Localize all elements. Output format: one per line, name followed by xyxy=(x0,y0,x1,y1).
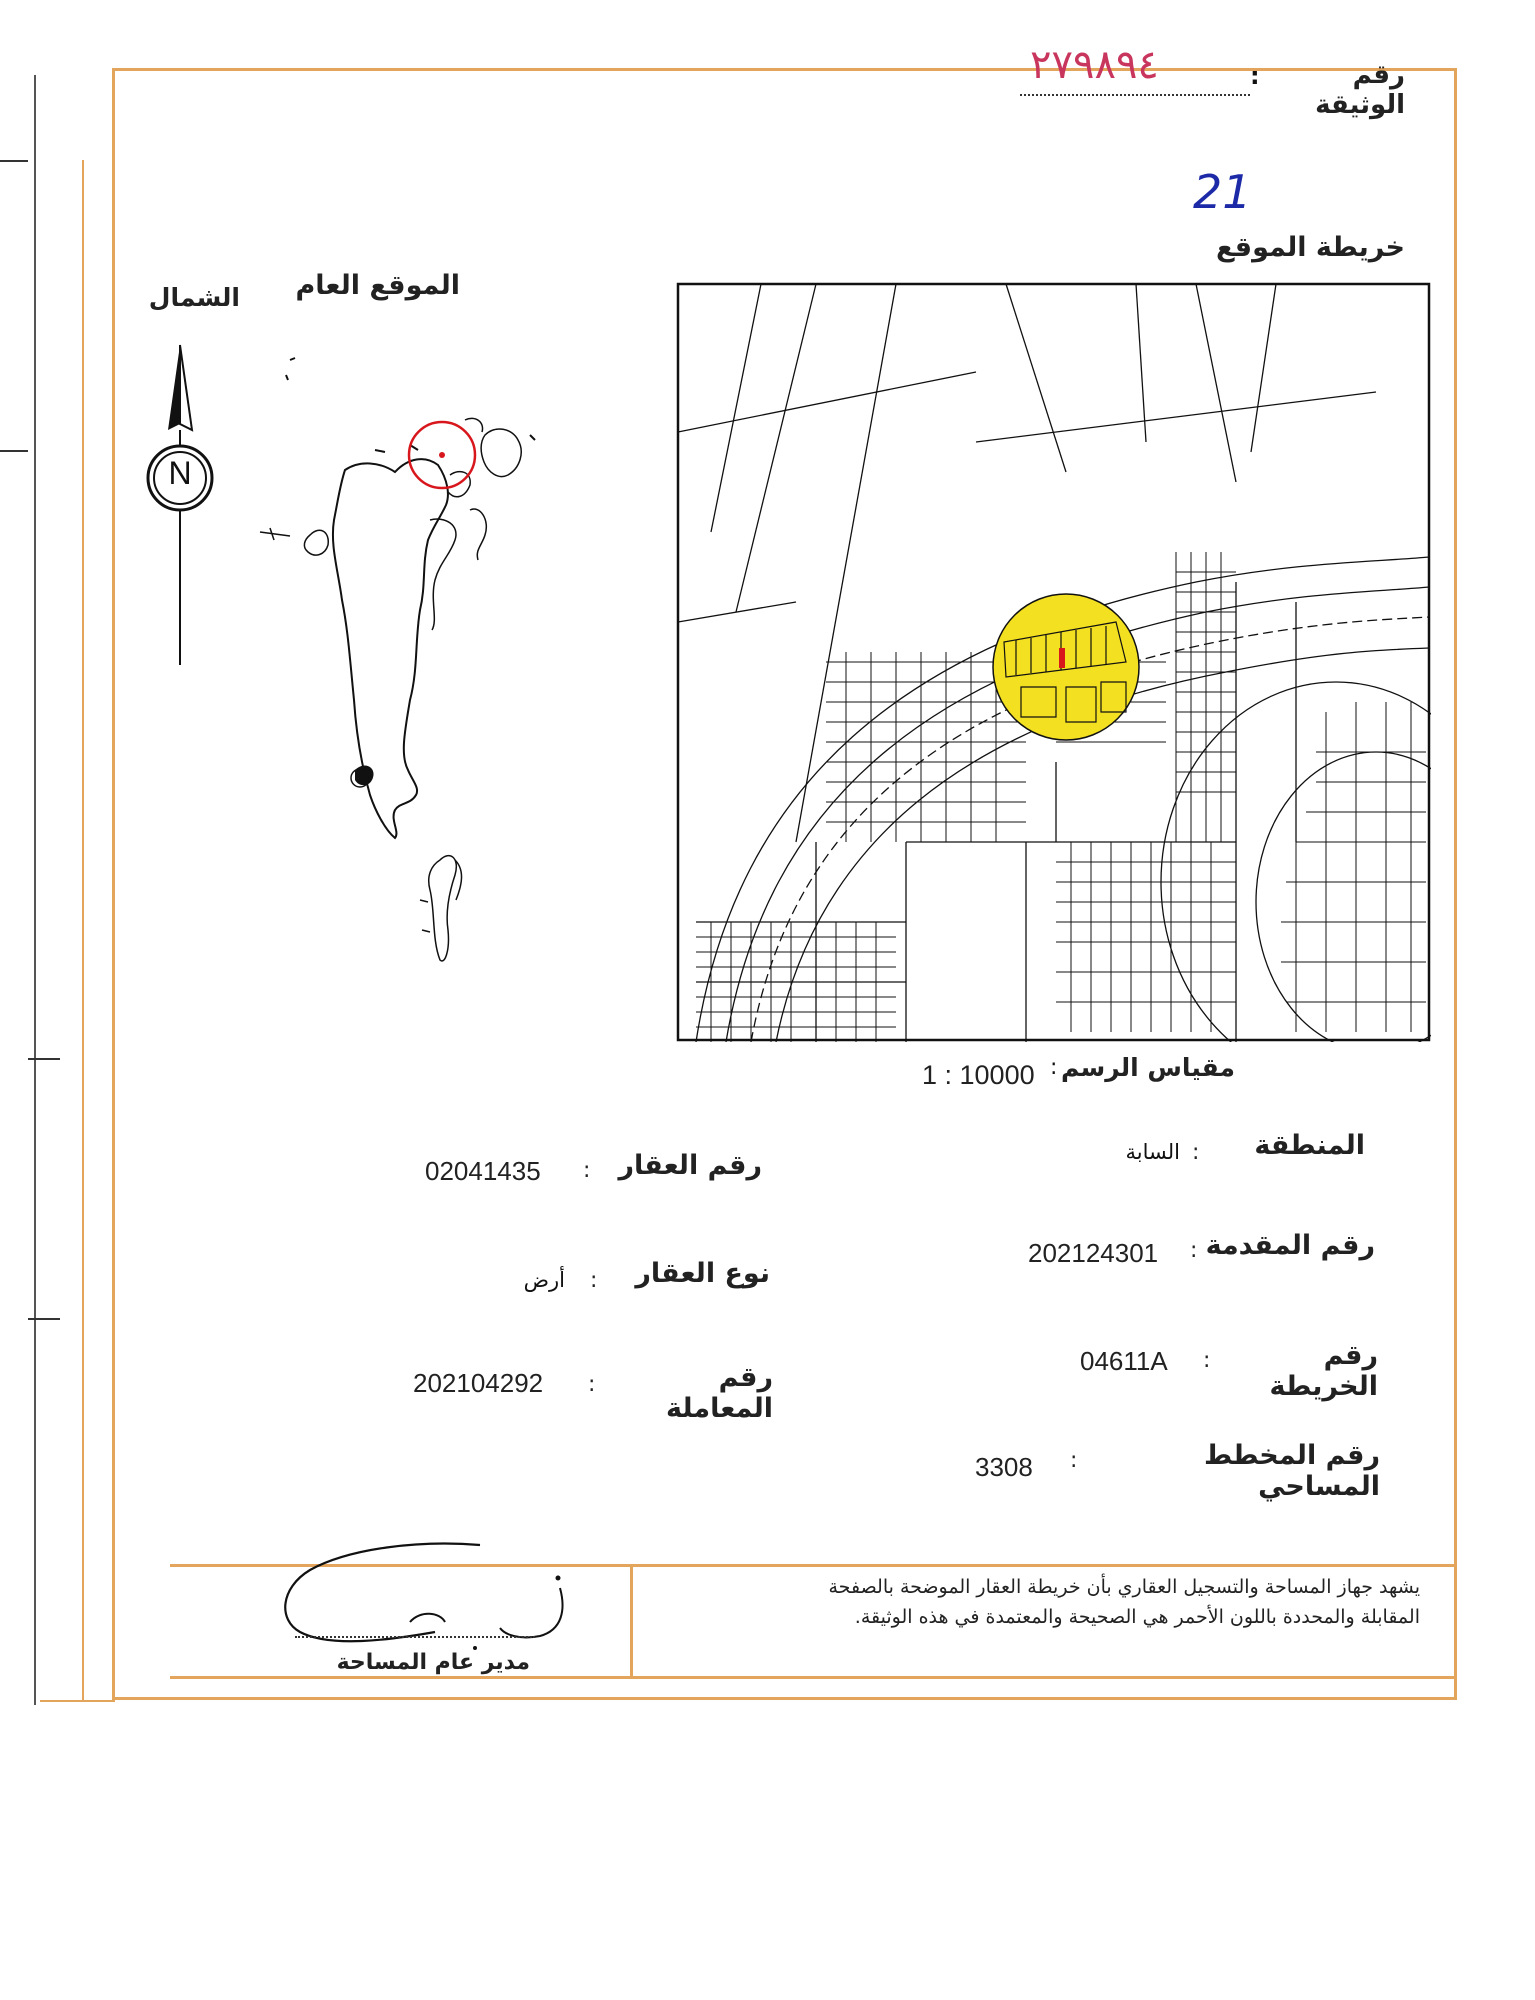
location-map-title: خريطة الموقع xyxy=(1215,232,1405,263)
certification-line-1: يشهد جهاز المساحة والتسجيل العقاري بأن خريطة العقار الموضحة بالصفحة xyxy=(828,1576,1420,1598)
adjacent-page-edge xyxy=(0,75,36,1705)
page-mark-handwritten: 21 xyxy=(1193,165,1252,219)
map-number-label: رقم الخريطة xyxy=(1269,1340,1378,1402)
property-number-colon: : xyxy=(583,1158,591,1183)
transaction-number-label: رقم المعاملة xyxy=(666,1362,773,1424)
scale-value: 1 : 10000 xyxy=(922,1060,1035,1090)
doc-number-handwritten: ٢٧٩٨٩٤ xyxy=(1030,42,1159,88)
signature xyxy=(270,1540,590,1650)
request-number-label: رقم المقدمة xyxy=(1205,1230,1375,1261)
property-type-value: أرض xyxy=(523,1268,565,1292)
frame-left-rule xyxy=(82,160,84,1700)
certification-text xyxy=(690,1572,1420,1632)
survey-plan-colon: : xyxy=(1070,1448,1078,1473)
footer-divider xyxy=(630,1564,633,1679)
north-letter: N xyxy=(168,455,192,491)
adjacent-page-mark xyxy=(0,160,28,162)
doc-number-colon: : xyxy=(1250,62,1260,90)
overview-map xyxy=(250,340,570,990)
property-number-value: 02041435 xyxy=(425,1156,541,1186)
general-location-label: الموقع العام xyxy=(295,270,460,301)
signature-line xyxy=(295,1636,535,1638)
adjacent-page-mark xyxy=(28,1058,60,1060)
area-value: السابة xyxy=(1125,1140,1180,1164)
survey-plan-value: 3308 xyxy=(975,1452,1033,1482)
transaction-number-colon: : xyxy=(588,1372,596,1397)
request-number-value: 202124301 xyxy=(1028,1238,1159,1268)
area-label: المنطقة xyxy=(1254,1130,1365,1161)
doc-number-label: رقم الوثيقة xyxy=(1315,60,1405,120)
scale-label: مقياس الرسم xyxy=(1061,1053,1235,1082)
adjacent-page-mark xyxy=(28,1318,60,1320)
signatory-title: مدير عام المساحة xyxy=(336,1650,530,1675)
north-label: الشمال xyxy=(148,283,240,312)
certification-line-2: المقابلة والمحددة باللون الأحمر هي الصحيحة والمعتمدة في هذه الوثيقة. xyxy=(854,1606,1420,1628)
adjacent-page-mark xyxy=(40,1700,115,1702)
property-number-label: رقم العقار xyxy=(618,1150,762,1181)
survey-plan-label: رقم المخطط المساحي xyxy=(1204,1440,1380,1502)
request-number-colon: : xyxy=(1190,1238,1198,1263)
map-number-value: 04611A xyxy=(1080,1346,1168,1376)
property-type-colon: : xyxy=(590,1268,598,1293)
map-number-colon: : xyxy=(1203,1348,1211,1373)
area-colon: : xyxy=(1192,1140,1200,1165)
scale-colon: : xyxy=(1050,1055,1058,1080)
property-type-label: نوع العقار xyxy=(635,1258,770,1289)
location-detail-map xyxy=(676,282,1431,1042)
north-arrow xyxy=(140,330,240,670)
transaction-number-value: 202104292 xyxy=(413,1368,544,1398)
adjacent-page-mark xyxy=(0,450,28,452)
